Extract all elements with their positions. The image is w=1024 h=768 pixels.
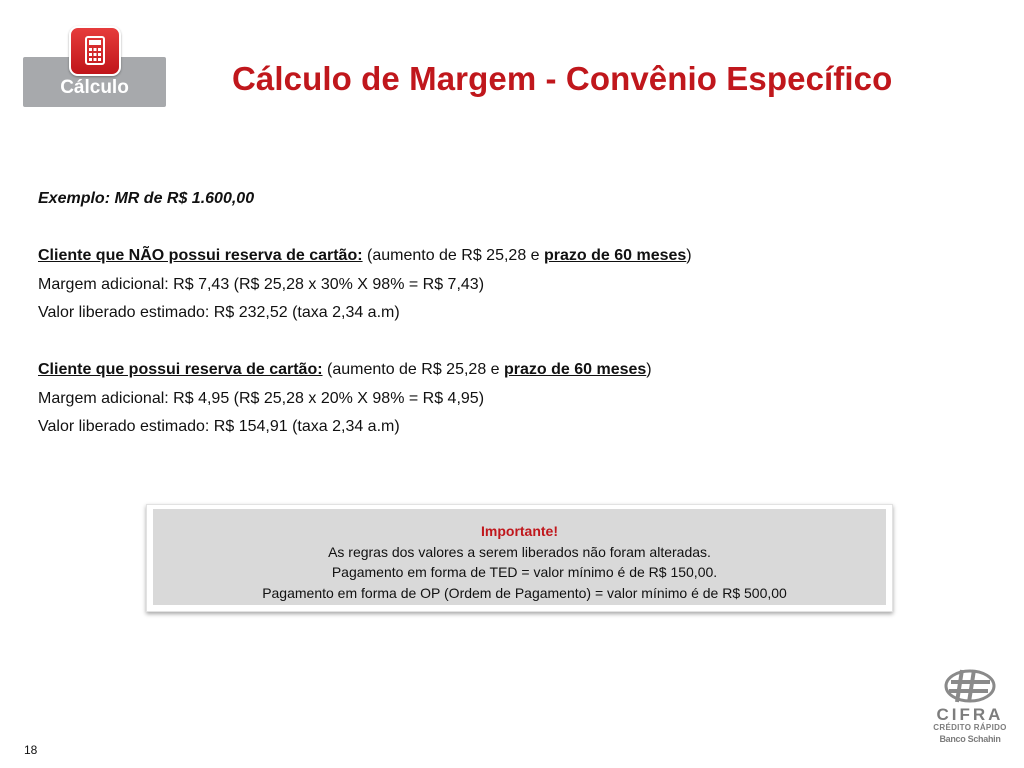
logo-name: CIFRA	[936, 705, 1004, 724]
section-no-reserve-term: prazo de 60 meses	[544, 247, 687, 264]
notice-line-2: Pagamento em forma de TED = valor mínimo é de R$ 150,00.	[331, 564, 718, 580]
section-no-reserve-text-a: (aumento de R$ 25,28 e	[362, 247, 544, 264]
section-badge	[23, 26, 166, 107]
section-reserve-term: prazo de 60 meses	[504, 361, 647, 378]
section-no-reserve-header	[38, 242, 938, 271]
section-no-reserve-value: Valor liberado estimado: R$ 232,52 (taxa 2,34 a.m)	[38, 304, 400, 321]
content-body	[38, 185, 938, 442]
page-number: 18	[24, 743, 38, 757]
section-reserve-value: Valor liberado estimado: R$ 154,91 (taxa 2,34 a.m)	[38, 418, 400, 435]
notice-title: Importante!	[481, 523, 558, 539]
logo-subtitle: CRÉDITO RÁPIDO	[933, 723, 1007, 732]
logo-bank: Banco Schahin	[939, 734, 1001, 744]
notice-line-1: As regras dos valores a serem liberados não foram alteradas.	[328, 543, 711, 560]
example-line: Exemplo: MR de R$ 1.600,00	[38, 190, 255, 207]
important-notice-content	[153, 509, 886, 605]
section-no-reserve-heading: Cliente que NÃO possui reserva de cartão:	[38, 247, 363, 264]
page-title: Cálculo de Margem - Convênio Específico	[232, 60, 893, 97]
cifra-logo-icon	[944, 668, 996, 704]
section-reserve-heading: Cliente que possui reserva de cartão:	[38, 361, 323, 378]
section-reserve-margin: Margem adicional: R$ 4,95 (R$ 25,28 x 20% X 98% = R$ 4,95)	[38, 389, 485, 407]
calculator-icon	[69, 26, 121, 76]
badge-label: Cálculo	[23, 57, 166, 107]
section-reserve-header	[38, 356, 938, 385]
notice-line-3: Pagamento em forma de OP (Ordem de Pagamento) = valor mínimo é de R$ 500,00	[262, 584, 787, 601]
section-no-reserve-margin: Margem adicional: R$ 7,43 (R$ 25,28 x 30% X 98% = R$ 7,43)	[38, 275, 485, 293]
section-no-reserve-text-b: )	[686, 247, 692, 264]
section-reserve-text-a: (aumento de R$ 25,28 e	[322, 361, 504, 378]
section-reserve-text-b: )	[646, 361, 652, 378]
cifra-logo	[930, 668, 1010, 763]
important-notice-box	[146, 504, 893, 612]
